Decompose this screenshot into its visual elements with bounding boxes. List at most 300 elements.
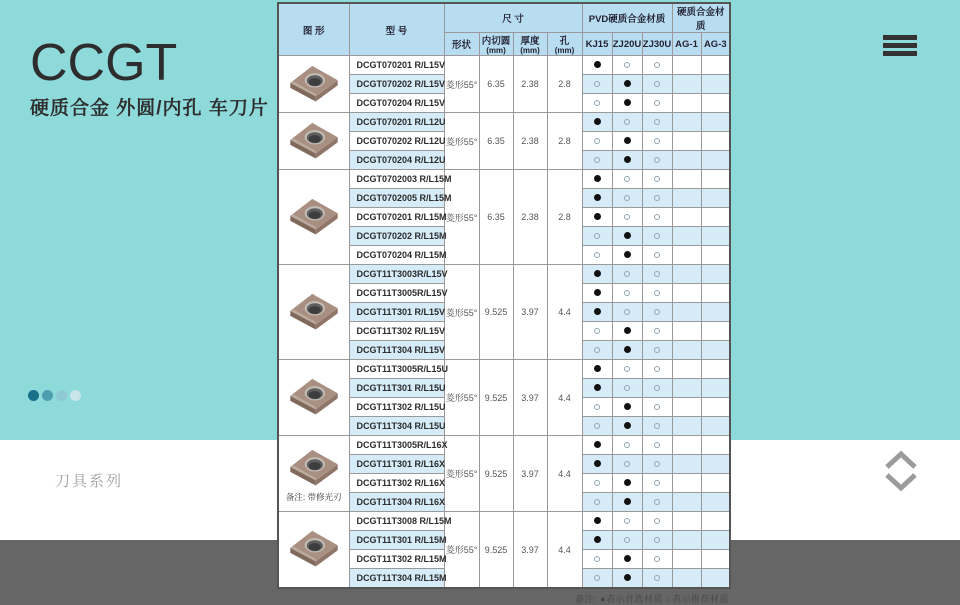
open-dot-icon: [594, 404, 601, 411]
open-dot-icon: [624, 518, 631, 525]
model-cell: DCGT11T302 R/L15M: [349, 550, 444, 569]
open-dot-icon: [594, 556, 601, 563]
open-dot-icon: [654, 347, 661, 354]
empty-cell: [701, 569, 730, 589]
open-dot-icon: [654, 499, 661, 506]
model-cell: DCGT11T302 R/L15V: [349, 322, 444, 341]
open-dot-icon: [654, 518, 661, 525]
preferred-material-cell: [582, 113, 612, 132]
dim-hole-cell: 2.8: [547, 170, 582, 265]
recommended-material-cell: [642, 493, 672, 512]
dim-thickness-cell: 3.97: [513, 360, 547, 436]
empty-cell: [672, 360, 701, 379]
preferred-material-cell: [612, 341, 642, 360]
open-dot-icon: [624, 176, 631, 183]
dim-shape-cell: 菱形55°: [444, 360, 479, 436]
col-header-shape: 形状: [444, 33, 479, 56]
empty-cell: [701, 531, 730, 550]
recommended-material-cell: [642, 75, 672, 94]
insert-image: [285, 91, 343, 108]
open-dot-icon: [654, 556, 661, 563]
empty-cell: [672, 379, 701, 398]
empty-cell: [672, 151, 701, 170]
recommended-material-cell: [642, 132, 672, 151]
empty-cell: [701, 113, 730, 132]
recommended-material-cell: [642, 569, 672, 589]
empty-cell: [672, 113, 701, 132]
model-cell: DCGT0702005 R/L15M: [349, 189, 444, 208]
recommended-material-cell: [642, 284, 672, 303]
empty-cell: [672, 569, 701, 589]
model-cell: DCGT11T3005R/L16X: [349, 436, 444, 455]
filled-dot-icon: [594, 213, 601, 220]
preferred-material-cell: [612, 151, 642, 170]
filled-dot-icon: [624, 327, 631, 334]
table-row: [278, 113, 730, 132]
series-label: 刀具系列: [55, 473, 124, 490]
recommended-material-cell: [642, 303, 672, 322]
preferred-material-cell: [612, 417, 642, 436]
open-dot-icon: [624, 119, 631, 126]
model-cell: DCGT0702003 R/L15M: [349, 170, 444, 189]
dim-thickness-cell: 3.97: [513, 436, 547, 512]
table-row: [278, 360, 730, 379]
insert-image-cell: [278, 56, 349, 113]
dim-hole-cell: 4.4: [547, 436, 582, 512]
model-cell: DCGT11T301 R/L15M: [349, 531, 444, 550]
open-dot-icon: [654, 138, 661, 145]
recommended-material-cell: [642, 56, 672, 75]
dim-shape-cell: 菱形55°: [444, 436, 479, 512]
dim-inscribed-circle-cell: 9.525: [479, 436, 513, 512]
hamburger-bar: [883, 51, 917, 56]
open-dot-icon: [624, 385, 631, 392]
recommended-material-cell: [612, 284, 642, 303]
page-subtitle: 硬质合金 外圆/内孔 车刀片: [30, 97, 269, 119]
chevron-down-icon[interactable]: [884, 472, 918, 492]
open-dot-icon: [654, 195, 661, 202]
open-dot-icon: [624, 271, 631, 278]
preferred-material-cell: [582, 455, 612, 474]
col-header-hole: 孔 (mm): [547, 33, 582, 56]
recommended-material-cell: [582, 227, 612, 246]
open-dot-icon: [654, 537, 661, 544]
empty-cell: [701, 170, 730, 189]
open-dot-icon: [624, 461, 631, 468]
recommended-material-cell: [642, 417, 672, 436]
empty-cell: [701, 265, 730, 284]
insert-image-cell: [278, 170, 349, 265]
empty-cell: [701, 189, 730, 208]
open-dot-icon: [654, 252, 661, 259]
preferred-material-cell: [582, 303, 612, 322]
filled-dot-icon: [624, 555, 631, 562]
dim-thickness-cell: 3.97: [513, 265, 547, 360]
filled-dot-icon: [624, 99, 631, 106]
dim-shape-cell: 菱形55°: [444, 512, 479, 589]
preferred-material-cell: [612, 493, 642, 512]
preferred-material-cell: [612, 227, 642, 246]
open-dot-icon: [654, 328, 661, 335]
insert-image-cell: [278, 113, 349, 170]
empty-cell: [701, 246, 730, 265]
open-dot-icon: [654, 271, 661, 278]
empty-cell: [701, 151, 730, 170]
recommended-material-cell: [642, 94, 672, 113]
open-dot-icon: [654, 290, 661, 297]
recommended-material-cell: [612, 360, 642, 379]
recommended-material-cell: [582, 246, 612, 265]
table-row: [278, 56, 730, 75]
recommended-material-cell: [642, 246, 672, 265]
open-dot-icon: [594, 81, 601, 88]
empty-cell: [701, 208, 730, 227]
recommended-material-cell: [582, 132, 612, 151]
model-cell: DCGT070202 R/L12U: [349, 132, 444, 151]
insert-image: [285, 319, 343, 336]
empty-cell: [672, 189, 701, 208]
model-cell: DCGT070201 R/L15M: [349, 208, 444, 227]
open-dot-icon: [654, 62, 661, 69]
dim-shape-cell: 菱形55°: [444, 265, 479, 360]
preferred-material-cell: [582, 56, 612, 75]
open-dot-icon: [654, 366, 661, 373]
preferred-material-cell: [582, 170, 612, 189]
empty-cell: [672, 246, 701, 265]
dim-hole-cell: 2.8: [547, 56, 582, 113]
recommended-material-cell: [612, 208, 642, 227]
recommended-material-cell: [642, 322, 672, 341]
filled-dot-icon: [594, 365, 601, 372]
empty-cell: [701, 303, 730, 322]
pagination-dot-3[interactable]: [56, 390, 67, 401]
empty-cell: [672, 341, 701, 360]
filled-dot-icon: [594, 517, 601, 524]
hamburger-bar: [883, 35, 917, 40]
empty-cell: [672, 474, 701, 493]
empty-cell: [672, 227, 701, 246]
dim-hole-cell: 4.4: [547, 512, 582, 589]
empty-cell: [701, 322, 730, 341]
col-header-kj15: KJ15: [582, 33, 612, 56]
empty-cell: [672, 398, 701, 417]
insert-image: [285, 224, 343, 241]
recommended-material-cell: [612, 436, 642, 455]
recommended-material-cell: [612, 512, 642, 531]
filled-dot-icon: [594, 61, 601, 68]
empty-cell: [672, 550, 701, 569]
col-header-zj20u: ZJ20U: [612, 33, 642, 56]
model-cell: DCGT11T3003R/L15V: [349, 265, 444, 284]
chevron-up-icon[interactable]: [884, 450, 918, 470]
col-header-zj30u: ZJ30U: [642, 33, 672, 56]
preferred-material-cell: [582, 360, 612, 379]
open-dot-icon: [654, 214, 661, 221]
open-dot-icon: [624, 366, 631, 373]
recommended-material-cell: [612, 56, 642, 75]
empty-cell: [701, 550, 730, 569]
recommended-material-cell: [612, 170, 642, 189]
recommended-material-cell: [612, 113, 642, 132]
empty-cell: [672, 94, 701, 113]
open-dot-icon: [624, 442, 631, 449]
recommended-material-cell: [642, 360, 672, 379]
empty-cell: [672, 417, 701, 436]
empty-cell: [701, 398, 730, 417]
recommended-material-cell: [582, 493, 612, 512]
preferred-material-cell: [612, 569, 642, 589]
empty-cell: [672, 265, 701, 284]
recommended-material-cell: [582, 550, 612, 569]
filled-dot-icon: [624, 498, 631, 505]
insert-image-cell: [278, 512, 349, 589]
empty-cell: [672, 512, 701, 531]
pagination-dot-2[interactable]: [42, 390, 53, 401]
filled-dot-icon: [624, 232, 631, 239]
header-row-groups: [278, 3, 730, 33]
col-header-carbide-group: 硬质合金材质: [672, 3, 730, 33]
recommended-material-cell: [642, 189, 672, 208]
insert-image: [285, 148, 343, 165]
dim-hole-cell: 4.4: [547, 360, 582, 436]
hamburger-bar: [883, 43, 917, 48]
empty-cell: [672, 75, 701, 94]
open-dot-icon: [654, 404, 661, 411]
model-cell: DCGT11T301 R/L15V: [349, 303, 444, 322]
open-dot-icon: [624, 309, 631, 316]
recommended-material-cell: [642, 550, 672, 569]
open-dot-icon: [624, 214, 631, 221]
open-dot-icon: [654, 100, 661, 107]
preferred-material-cell: [582, 284, 612, 303]
empty-cell: [672, 455, 701, 474]
preferred-material-cell: [582, 189, 612, 208]
dim-inscribed-circle-cell: 6.35: [479, 113, 513, 170]
dim-inscribed-circle-cell: 9.525: [479, 512, 513, 589]
model-cell: DCGT11T3005R/L15V: [349, 284, 444, 303]
open-dot-icon: [654, 423, 661, 430]
recommended-material-cell: [642, 398, 672, 417]
filled-dot-icon: [594, 460, 601, 467]
empty-cell: [672, 322, 701, 341]
preferred-material-cell: [612, 132, 642, 151]
empty-cell: [672, 284, 701, 303]
filled-dot-icon: [624, 137, 631, 144]
page-title: CCGT: [30, 34, 178, 92]
empty-cell: [672, 531, 701, 550]
empty-cell: [701, 493, 730, 512]
empty-cell: [701, 227, 730, 246]
col-header-size-group: 尺 寸: [444, 3, 582, 33]
legend-note: 备注: ●表示首选材质 ○表示推荐材质: [575, 594, 729, 604]
empty-cell: [672, 208, 701, 227]
model-cell: DCGT11T304 R/L15U: [349, 417, 444, 436]
pagination-dot-4[interactable]: [70, 390, 81, 401]
insert-image: [285, 475, 343, 492]
pagination-dot-1[interactable]: [28, 390, 39, 401]
table-row: [278, 170, 730, 189]
model-cell: DCGT070202 R/L15V: [349, 75, 444, 94]
recommended-material-cell: [582, 341, 612, 360]
table-row: [278, 265, 730, 284]
hamburger-menu-icon[interactable]: [883, 35, 917, 59]
filled-dot-icon: [624, 156, 631, 163]
title-block: [30, 36, 269, 120]
recommended-material-cell: [582, 474, 612, 493]
filled-dot-icon: [624, 403, 631, 410]
filled-dot-icon: [594, 270, 601, 277]
preferred-material-cell: [582, 208, 612, 227]
dim-hole-cell: 4.4: [547, 265, 582, 360]
open-dot-icon: [654, 309, 661, 316]
open-dot-icon: [654, 442, 661, 449]
preferred-material-cell: [582, 265, 612, 284]
preferred-material-cell: [612, 246, 642, 265]
open-dot-icon: [594, 252, 601, 259]
filled-dot-icon: [594, 441, 601, 448]
model-cell: DCGT070204 R/L15V: [349, 94, 444, 113]
recommended-material-cell: [642, 170, 672, 189]
filled-dot-icon: [594, 118, 601, 125]
insert-catalog: [277, 2, 729, 605]
recommended-material-cell: [642, 113, 672, 132]
filled-dot-icon: [594, 194, 601, 201]
preferred-material-cell: [612, 398, 642, 417]
recommended-material-cell: [612, 531, 642, 550]
model-cell: DCGT11T301 R/L15U: [349, 379, 444, 398]
insert-image: [285, 404, 343, 421]
recommended-material-cell: [612, 189, 642, 208]
recommended-material-cell: [642, 436, 672, 455]
empty-cell: [672, 303, 701, 322]
recommended-material-cell: [642, 151, 672, 170]
preferred-material-cell: [582, 379, 612, 398]
dim-thickness-cell: 3.97: [513, 512, 547, 589]
model-cell: DCGT070202 R/L15M: [349, 227, 444, 246]
open-dot-icon: [654, 176, 661, 183]
filled-dot-icon: [594, 536, 601, 543]
recommended-material-cell: [582, 151, 612, 170]
filled-dot-icon: [594, 384, 601, 391]
open-dot-icon: [594, 423, 601, 430]
filled-dot-icon: [624, 251, 631, 258]
recommended-material-cell: [642, 455, 672, 474]
open-dot-icon: [654, 575, 661, 582]
recommended-material-cell: [582, 398, 612, 417]
preferred-material-cell: [612, 75, 642, 94]
preferred-material-cell: [582, 512, 612, 531]
recommended-material-cell: [642, 512, 672, 531]
dim-thickness-cell: 2.38: [513, 113, 547, 170]
model-cell: DCGT11T304 R/L15M: [349, 569, 444, 589]
empty-cell: [701, 94, 730, 113]
empty-cell: [672, 170, 701, 189]
recommended-material-cell: [582, 417, 612, 436]
filled-dot-icon: [594, 308, 601, 315]
page-nav: [884, 450, 918, 492]
recommended-material-cell: [642, 474, 672, 493]
open-dot-icon: [594, 138, 601, 145]
empty-cell: [672, 493, 701, 512]
recommended-material-cell: [642, 227, 672, 246]
open-dot-icon: [594, 328, 601, 335]
open-dot-icon: [654, 157, 661, 164]
filled-dot-icon: [624, 346, 631, 353]
model-cell: DCGT11T304 R/L16X: [349, 493, 444, 512]
filled-dot-icon: [624, 80, 631, 87]
model-cell: DCGT11T302 R/L16X: [349, 474, 444, 493]
pagination-dots[interactable]: [28, 390, 81, 401]
open-dot-icon: [594, 157, 601, 164]
insert-image-cell: [278, 436, 349, 512]
empty-cell: [701, 75, 730, 94]
model-cell: DCGT070201 R/L12U: [349, 113, 444, 132]
filled-dot-icon: [594, 289, 601, 296]
col-header-ag1: AG-1: [672, 33, 701, 56]
recommended-material-cell: [642, 341, 672, 360]
dim-inscribed-circle-cell: 6.35: [479, 170, 513, 265]
open-dot-icon: [624, 290, 631, 297]
model-cell: DCGT11T304 R/L15V: [349, 341, 444, 360]
model-cell: DCGT070201 R/L15V: [349, 56, 444, 75]
empty-cell: [672, 132, 701, 151]
empty-cell: [701, 56, 730, 75]
open-dot-icon: [654, 461, 661, 468]
empty-cell: [701, 379, 730, 398]
preferred-material-cell: [582, 436, 612, 455]
recommended-material-cell: [582, 94, 612, 113]
model-cell: DCGT11T3005R/L15U: [349, 360, 444, 379]
empty-cell: [701, 436, 730, 455]
dim-hole-cell: 2.8: [547, 113, 582, 170]
dim-thickness-cell: 2.38: [513, 56, 547, 113]
open-dot-icon: [594, 347, 601, 354]
dim-inscribed-circle-cell: 9.525: [479, 265, 513, 360]
open-dot-icon: [654, 233, 661, 240]
col-header-ag3: AG-3: [701, 33, 730, 56]
open-dot-icon: [624, 195, 631, 202]
empty-cell: [701, 455, 730, 474]
filled-dot-icon: [594, 175, 601, 182]
insert-table: [277, 2, 731, 589]
open-dot-icon: [654, 385, 661, 392]
open-dot-icon: [594, 499, 601, 506]
empty-cell: [701, 284, 730, 303]
recommended-material-cell: [612, 265, 642, 284]
dim-shape-cell: 菱形55°: [444, 113, 479, 170]
recommended-material-cell: [642, 531, 672, 550]
dim-shape-cell: 菱形55°: [444, 56, 479, 113]
preferred-material-cell: [582, 531, 612, 550]
recommended-material-cell: [582, 75, 612, 94]
table-row: [278, 436, 730, 455]
recommended-material-cell: [642, 379, 672, 398]
empty-cell: [701, 512, 730, 531]
filled-dot-icon: [624, 422, 631, 429]
model-cell: DCGT070204 R/L15M: [349, 246, 444, 265]
col-header-inscribed-circle: 内切圆 (mm): [479, 33, 513, 56]
dim-thickness-cell: 2.38: [513, 170, 547, 265]
recommended-material-cell: [642, 208, 672, 227]
col-header-pvd-group: PVD硬质合金材质: [582, 3, 672, 33]
recommended-material-cell: [582, 322, 612, 341]
insert-image: [285, 556, 343, 573]
empty-cell: [701, 341, 730, 360]
preferred-material-cell: [612, 474, 642, 493]
empty-cell: [672, 436, 701, 455]
empty-cell: [701, 417, 730, 436]
empty-cell: [701, 474, 730, 493]
